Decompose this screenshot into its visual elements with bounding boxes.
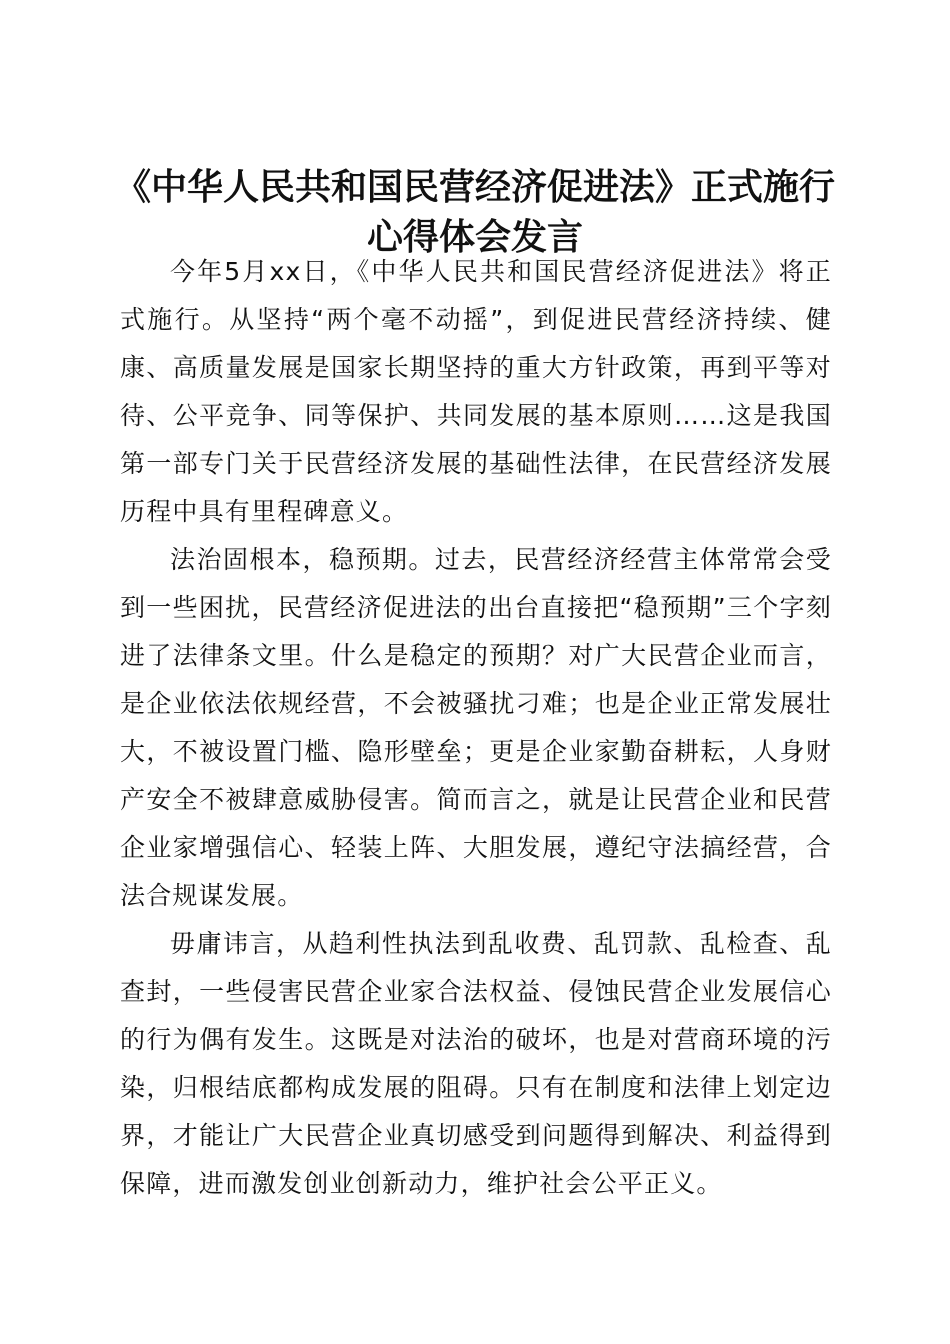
paragraph-2: 法治固根本，稳预期。过去，民营经济经营主体常常会受到一些困扰，民营经济促进法的出台直接把“稳预期”三个字刻进了法律条文里。什么是稳定的预期？对广大民营企业而言，是企业依法依规经营，不会被骚扰刁难；也是企业正常发展壮大，不被设置门槛、隐形壁垒；更是企业家勤奋耕耘，人身财产安全不被肆意威胁侵害。简而言之，就是让民营企业和民营企业家增强信心、轻装上阵、大胆发展，遵纪守法搞经营，合法合规谋发展。 bbox=[120, 545, 832, 910]
paragraph-3: 毋庸讳言，从趋利性执法到乱收费、乱罚款、乱检查、乱查封，一些侵害民营企业家合法权益、侵蚀民营企业发展信心的行为偶有发生。这既是对法治的破坏，也是对营商环境的污染，归根结底都构成发展的阻碍。只有在制度和法律上划定边界，才能让广大民营企业真切感受到问题得到解决、利益得到保障，进而激发创业创新动力，维护社会公平正义。 bbox=[120, 929, 832, 1198]
title-line-2: 心得体会发言 bbox=[366, 216, 583, 259]
title-line-1: 《中华人民共和国民营经济促进法》正式施行 bbox=[114, 166, 835, 209]
document-body bbox=[120, 248, 832, 1208]
paragraph-1: 今年5月xx日，《中华人民共和国民营经济促进法》将正式施行。从坚持“两个毫不动摇”，到促进民营经济持续、健康、高质量发展是国家长期坚持的重大方针政策，再到平等对待、公平竞争、同等保护、共同发展的基本原则……这是我国第一部专门关于民营经济发展的基础性法律，在民营经济发展历程中具有里程碑意义。 bbox=[120, 257, 832, 526]
